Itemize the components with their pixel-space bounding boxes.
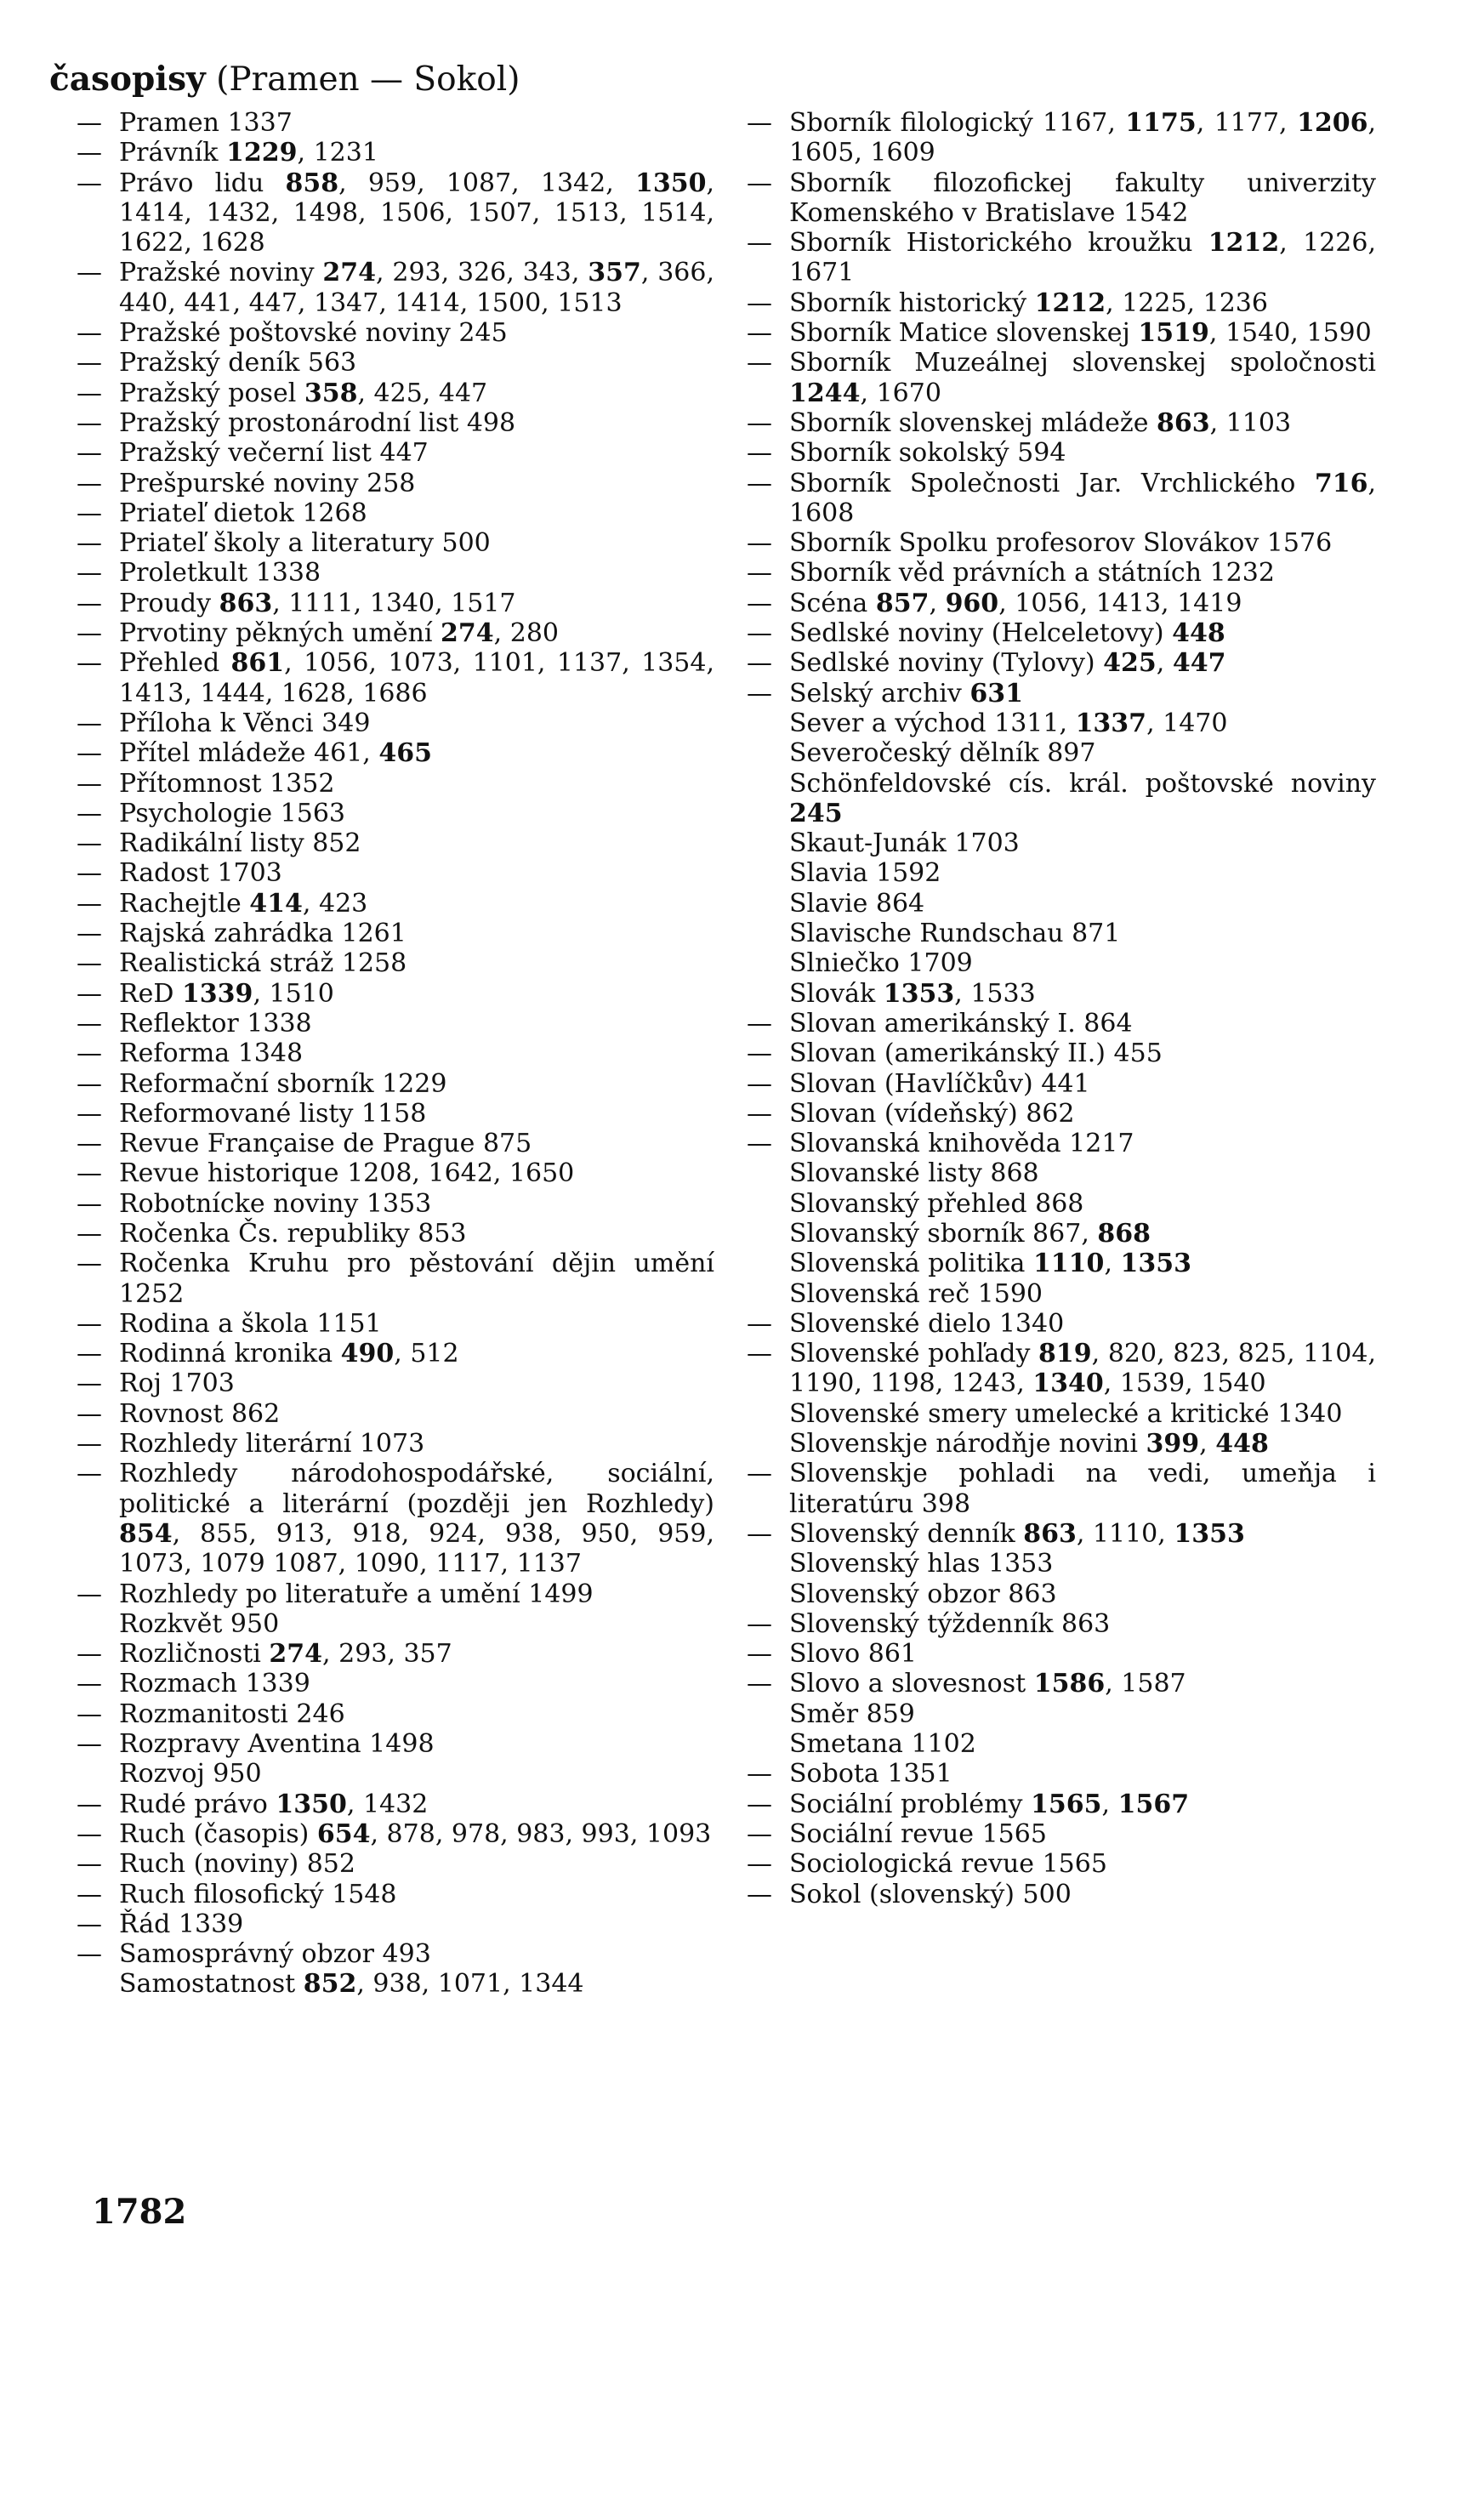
running-header (49, 60, 520, 99)
index-entry: — Ročenka Čs. republiky 853 (119, 1219, 714, 1249)
index-entry: — Proletkult 1338 (119, 558, 714, 588)
index-entry: — Sborník věd právních a státních 1232 (789, 558, 1376, 588)
index-entry: — Slovo a slovesnost 1586, 1587 (789, 1669, 1376, 1698)
index-entry: — Scéna 857, 960, 1056, 1413, 1419 (789, 589, 1376, 618)
index-entry: Slovanský přehled 868 (789, 1188, 1084, 1219)
index-entry: — Pražský večerní list 447 (119, 438, 714, 468)
index-entry: — Reformační sborník 1229 (119, 1069, 714, 1099)
index-entry: — Slovenskje pohladi na vedi, umeňja i literatúru 398 (789, 1459, 1376, 1519)
index-entry: Slovenskje národňje novini 399, 448 (789, 1429, 1269, 1459)
index-entry: Slovenské smery umelecké a kritické 1340 (789, 1398, 1343, 1429)
index-column-right (789, 108, 1376, 1909)
index-entry: Slovanské listy 868 (789, 1158, 1039, 1189)
index-entry: — Právník 1229, 1231 (119, 138, 714, 168)
index-entry: — Sborník sokolský 594 (789, 438, 1376, 468)
index-entry: — Rajská zahrádka 1261 (119, 919, 714, 948)
index-entry: — Rodina a škola 1151 (119, 1309, 714, 1339)
index-entry: — Sociální problémy 1565, 1567 (789, 1790, 1376, 1819)
index-entry: — Sborník Muzeálnej slovenskej spoločnosti 1244, 1670 (789, 348, 1376, 408)
index-entry: — Slovan (vídeňský) 862 (789, 1099, 1376, 1129)
index-entry: — Slovan amerikánský I. 864 (789, 1009, 1376, 1038)
index-entry: — Sborník filologický 1167, 1175, 1177, 1206, 1605, 1609 (789, 108, 1376, 168)
index-entry: — Revue Française de Prague 875 (119, 1129, 714, 1158)
index-entry: Směr 859 (789, 1698, 915, 1729)
index-entry: — Prešpurské noviny 258 (119, 469, 714, 498)
index-entry: Slovenská politika 1110, 1353 (789, 1249, 1192, 1279)
index-entry: — Rozpravy Aventina 1498 (119, 1729, 714, 1759)
index-entry: — Slovenský týždenník 863 (789, 1609, 1376, 1639)
index-entry: — Sobota 1351 (789, 1759, 1376, 1789)
index-entry: — Sborník Spolku profesorov Slovákov 1576 (789, 528, 1376, 558)
index-entry: — Sedlské noviny (Tylovy) 425, 447 (789, 648, 1376, 678)
index-entry: Slavie 864 (789, 888, 925, 919)
index-entry: Severočeský dělník 897 (789, 738, 1096, 769)
index-entry: — Priateľ školy a literatury 500 (119, 528, 714, 558)
index-entry: — Rozmanitosti 246 (119, 1699, 714, 1729)
index-entry: — Reflektor 1338 (119, 1009, 714, 1038)
index-entry: — Realistická stráž 1258 (119, 948, 714, 978)
index-entry: — Pražský posel 358, 425, 447 (119, 378, 714, 408)
index-entry: — Rozličnosti 274, 293, 357 (119, 1639, 714, 1669)
index-entry: Slovenský hlas 1353 (789, 1549, 1054, 1579)
index-entry: — Pražské poštovské noviny 245 (119, 318, 714, 348)
index-entry: — Rozmach 1339 (119, 1669, 714, 1698)
index-entry: — Řád 1339 (119, 1909, 714, 1939)
index-entry: — Rozhledy literární 1073 (119, 1429, 714, 1459)
index-column-left (119, 108, 714, 2000)
index-entry: — Příloha k Věnci 349 (119, 708, 714, 738)
index-entry: — Sokol (slovenský) 500 (789, 1880, 1376, 1909)
index-entry: — Sborník historický 1212, 1225, 1236 (789, 288, 1376, 318)
index-entry: — Slovo 861 (789, 1639, 1376, 1669)
index-entry: — Ruch (noviny) 852 (119, 1849, 714, 1879)
index-entry: — Rozhledy národohospodářské, sociální, politické a literární (později jen Rozhledy) 854, 855, 913, 918, 924, 938, 950, 959, 1073, 1079 1087, 1090, 1117, 1137 (119, 1459, 714, 1579)
index-entry: — Rovnost 862 (119, 1399, 714, 1429)
index-entry: — Slovenský denník 863, 1110, 1353 (789, 1519, 1376, 1549)
index-entry: — Reformované listy 1158 (119, 1099, 714, 1129)
index-entry: Slovák 1353, 1533 (789, 978, 1036, 1009)
index-entry: — Radost 1703 (119, 858, 714, 888)
index-entry: — Slovan (amerikánský II.) 455 (789, 1038, 1376, 1068)
index-entry: — Selský archiv 631 (789, 679, 1376, 708)
index-entry: — Ruch filosofický 1548 (119, 1880, 714, 1909)
index-entry: — Radikální listy 852 (119, 828, 714, 858)
page-number: 1782 (92, 2192, 187, 2232)
index-entry: Skaut-Junák 1703 (789, 828, 1020, 859)
index-entry: — Proudy 863, 1111, 1340, 1517 (119, 589, 714, 618)
index-entry: — Pražské noviny 274, 293, 326, 343, 357, 366, 440, 441, 447, 1347, 1414, 1500, 1513 (119, 258, 714, 318)
index-entry: — Priateľ dietok 1268 (119, 498, 714, 528)
index-entry: — Rudé právo 1350, 1432 (119, 1790, 714, 1819)
index-entry: — Právo lidu 858, 959, 1087, 1342, 1350, 1414, 1432, 1498, 1506, 1507, 1513, 1514, 1622, 1628 (119, 168, 714, 259)
index-entry: — Slovenské dielo 1340 (789, 1309, 1376, 1339)
index-entry: Slovenská reč 1590 (789, 1278, 1043, 1309)
index-entry: — Reforma 1348 (119, 1038, 714, 1068)
index-entry: Smetana 1102 (789, 1729, 976, 1760)
index-entry: — Sborník Matice slovenskej 1519, 1540, 1590 (789, 318, 1376, 348)
index-entry: Slavische Rundschau 871 (789, 919, 1121, 949)
index-entry: Slniečko 1709 (789, 948, 973, 979)
index-entry: — Sborník Společnosti Jar. Vrchlického 716, 1608 (789, 469, 1376, 529)
index-entry: Slovanský sborník 867, 868 (789, 1218, 1151, 1249)
index-entry: — Slovenské pohľady 819, 820, 823, 825, 1104, 1190, 1198, 1243, 1340, 1539, 1540 (789, 1339, 1376, 1399)
index-entry: — Sociální revue 1565 (789, 1819, 1376, 1849)
index-entry: — Slovanská knihověda 1217 (789, 1129, 1376, 1158)
index-entry: — Pramen 1337 (119, 108, 714, 138)
index-entry: — ReD 1339, 1510 (119, 979, 714, 1009)
index-entry: — Sborník Historického kroužku 1212, 1226, 1671 (789, 228, 1376, 288)
index-entry: — Revue historique 1208, 1642, 1650 (119, 1158, 714, 1188)
index-entry: — Sborník slovenskej mládeže 863, 1103 (789, 408, 1376, 438)
index-entry: — Rozhledy po literatuře a umění 1499 (119, 1579, 714, 1609)
index-entry: — Sedlské noviny (Helceletovy) 448 (789, 618, 1376, 648)
index-entry: — Psychologie 1563 (119, 799, 714, 828)
index-entry: — Sociologická revue 1565 (789, 1849, 1376, 1879)
index-entry: — Ročenka Kruhu pro pěstování dějin umění 1252 (119, 1249, 714, 1309)
index-entry: — Robotnícke noviny 1353 (119, 1189, 714, 1219)
header-keyword: časopisy (49, 60, 206, 99)
index-entry: — Samosprávný obzor 493 (119, 1939, 714, 1969)
index-entry: Slovenský obzor 863 (789, 1579, 1057, 1609)
index-entry: Samostatnost 852, 938, 1071, 1344 (119, 1969, 584, 2000)
index-entry: — Sborník filozofickej fakulty univerzity Komenského v Bratislave 1542 (789, 168, 1376, 229)
header-range: (Pramen — Sokol) (216, 60, 520, 99)
index-entry: — Přítel mládeže 461, 465 (119, 738, 714, 768)
index-entry: Slavia 1592 (789, 858, 941, 889)
index-entry: Rozkvět 950 (119, 1608, 280, 1639)
index-entry: — Přehled 861, 1056, 1073, 1101, 1137, 1354, 1413, 1444, 1628, 1686 (119, 648, 714, 708)
index-entry: — Rodinná kronika 490, 512 (119, 1339, 714, 1368)
index-entry: Sever a východ 1311, 1337, 1470 (789, 708, 1228, 738)
index-entry: — Roj 1703 (119, 1368, 714, 1398)
index-entry: — Přítomnost 1352 (119, 769, 714, 799)
index-entry: — Pražský deník 563 (119, 348, 714, 378)
index-entry: — Rachejtle 414, 423 (119, 889, 714, 919)
index-entry: — Ruch (časopis) 654, 878, 978, 983, 993, 1093 (119, 1819, 714, 1849)
index-entry: — Slovan (Havlíčkův) 441 (789, 1069, 1376, 1099)
index-entry: Schönfeldovské cís. král. poštovské noviny 245 (789, 768, 1376, 828)
index-entry: — Pražský prostonárodní list 498 (119, 408, 714, 438)
index-entry: Rozvoj 950 (119, 1759, 262, 1790)
index-entry: — Prvotiny pěkných umění 274, 280 (119, 618, 714, 648)
